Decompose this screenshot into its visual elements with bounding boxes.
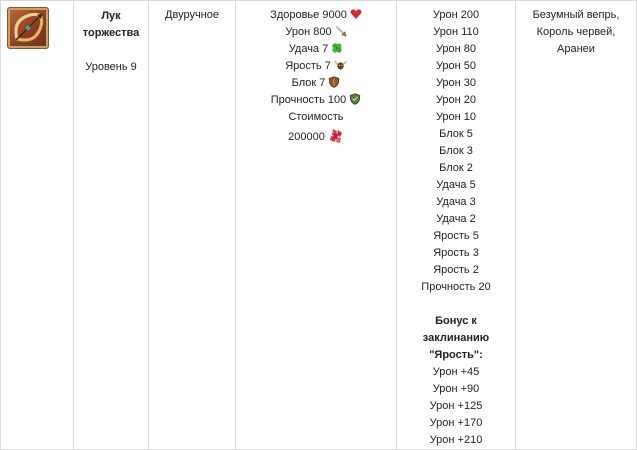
sword-icon [335,25,347,37]
bonus-line: Удача 5 [436,179,476,191]
bonus-line: Урон 80 [435,43,477,55]
bonuses-cell [397,1,516,450]
bonus-line: Удача 2 [436,213,476,225]
item-icon-cell [1,1,74,450]
stat-text: Здоровье 9000 [270,9,347,21]
bonus-line: Урон 20 [435,94,477,106]
item-type-cell [149,1,236,450]
stat-line [240,24,392,41]
table-row [1,1,637,450]
cost-label: Стоимость [288,111,344,123]
spell-bonus-line: Урон +170 [429,417,483,429]
stat-text: Урон 800 [285,26,332,38]
stat-line [240,7,392,24]
spell-bonus-line: Урон +125 [429,400,483,412]
bonus-line: Блок 5 [439,128,473,140]
durability-shield-icon [349,93,361,105]
spell-bonus-line: Урон +210 [429,434,483,446]
spell-bonus-title: Бонус к заклинанию "Ярость": [422,315,490,361]
item-level: Уровень 9 [85,61,137,73]
item-stats-cell [236,1,397,450]
item-type: Двуручное [165,9,219,21]
monsters-list: Безумный вепрь, Король червей, Аранеи [532,9,620,55]
bonus-line: Урон 30 [435,77,477,89]
stat-text: Прочность 100 [270,94,347,106]
stat-line [240,92,392,109]
bonus-line: Ярость 3 [433,247,479,259]
bow-icon [7,7,49,49]
bonus-line: Удача 3 [436,196,476,208]
item-name: Лук торжества [82,10,140,39]
shield-icon [328,76,340,88]
bull-icon [334,59,347,71]
crystal-icon [328,128,344,144]
stat-text: Ярость 7 [285,60,331,72]
stat-line [240,41,392,58]
clover-icon [331,42,343,54]
stat-text: Блок 7 [291,77,326,89]
bonus-line: Урон 110 [433,26,479,38]
spell-bonus-line: Урон +90 [432,383,480,395]
item-name-cell [74,1,149,450]
stat-line [240,75,392,92]
monsters-cell [516,1,637,450]
spell-bonus-line: Урон +45 [432,366,480,378]
stat-text: Удача 7 [288,43,329,55]
cost-value: 200000 [288,131,325,143]
cost-line [240,128,392,146]
bonus-line: Блок 3 [439,145,473,157]
bonus-line: Прочность 20 [421,281,491,293]
bonus-line: Ярость 2 [433,264,479,276]
bonus-line: Урон 200 [432,9,480,21]
stat-line [240,58,392,75]
bonus-line: Урон 10 [435,111,477,123]
spacer [401,296,511,313]
bonus-line: Блок 2 [439,162,473,174]
bonus-line: Ярость 5 [433,230,479,242]
bonus-line: Урон 50 [435,60,477,72]
heart-icon [350,8,362,20]
